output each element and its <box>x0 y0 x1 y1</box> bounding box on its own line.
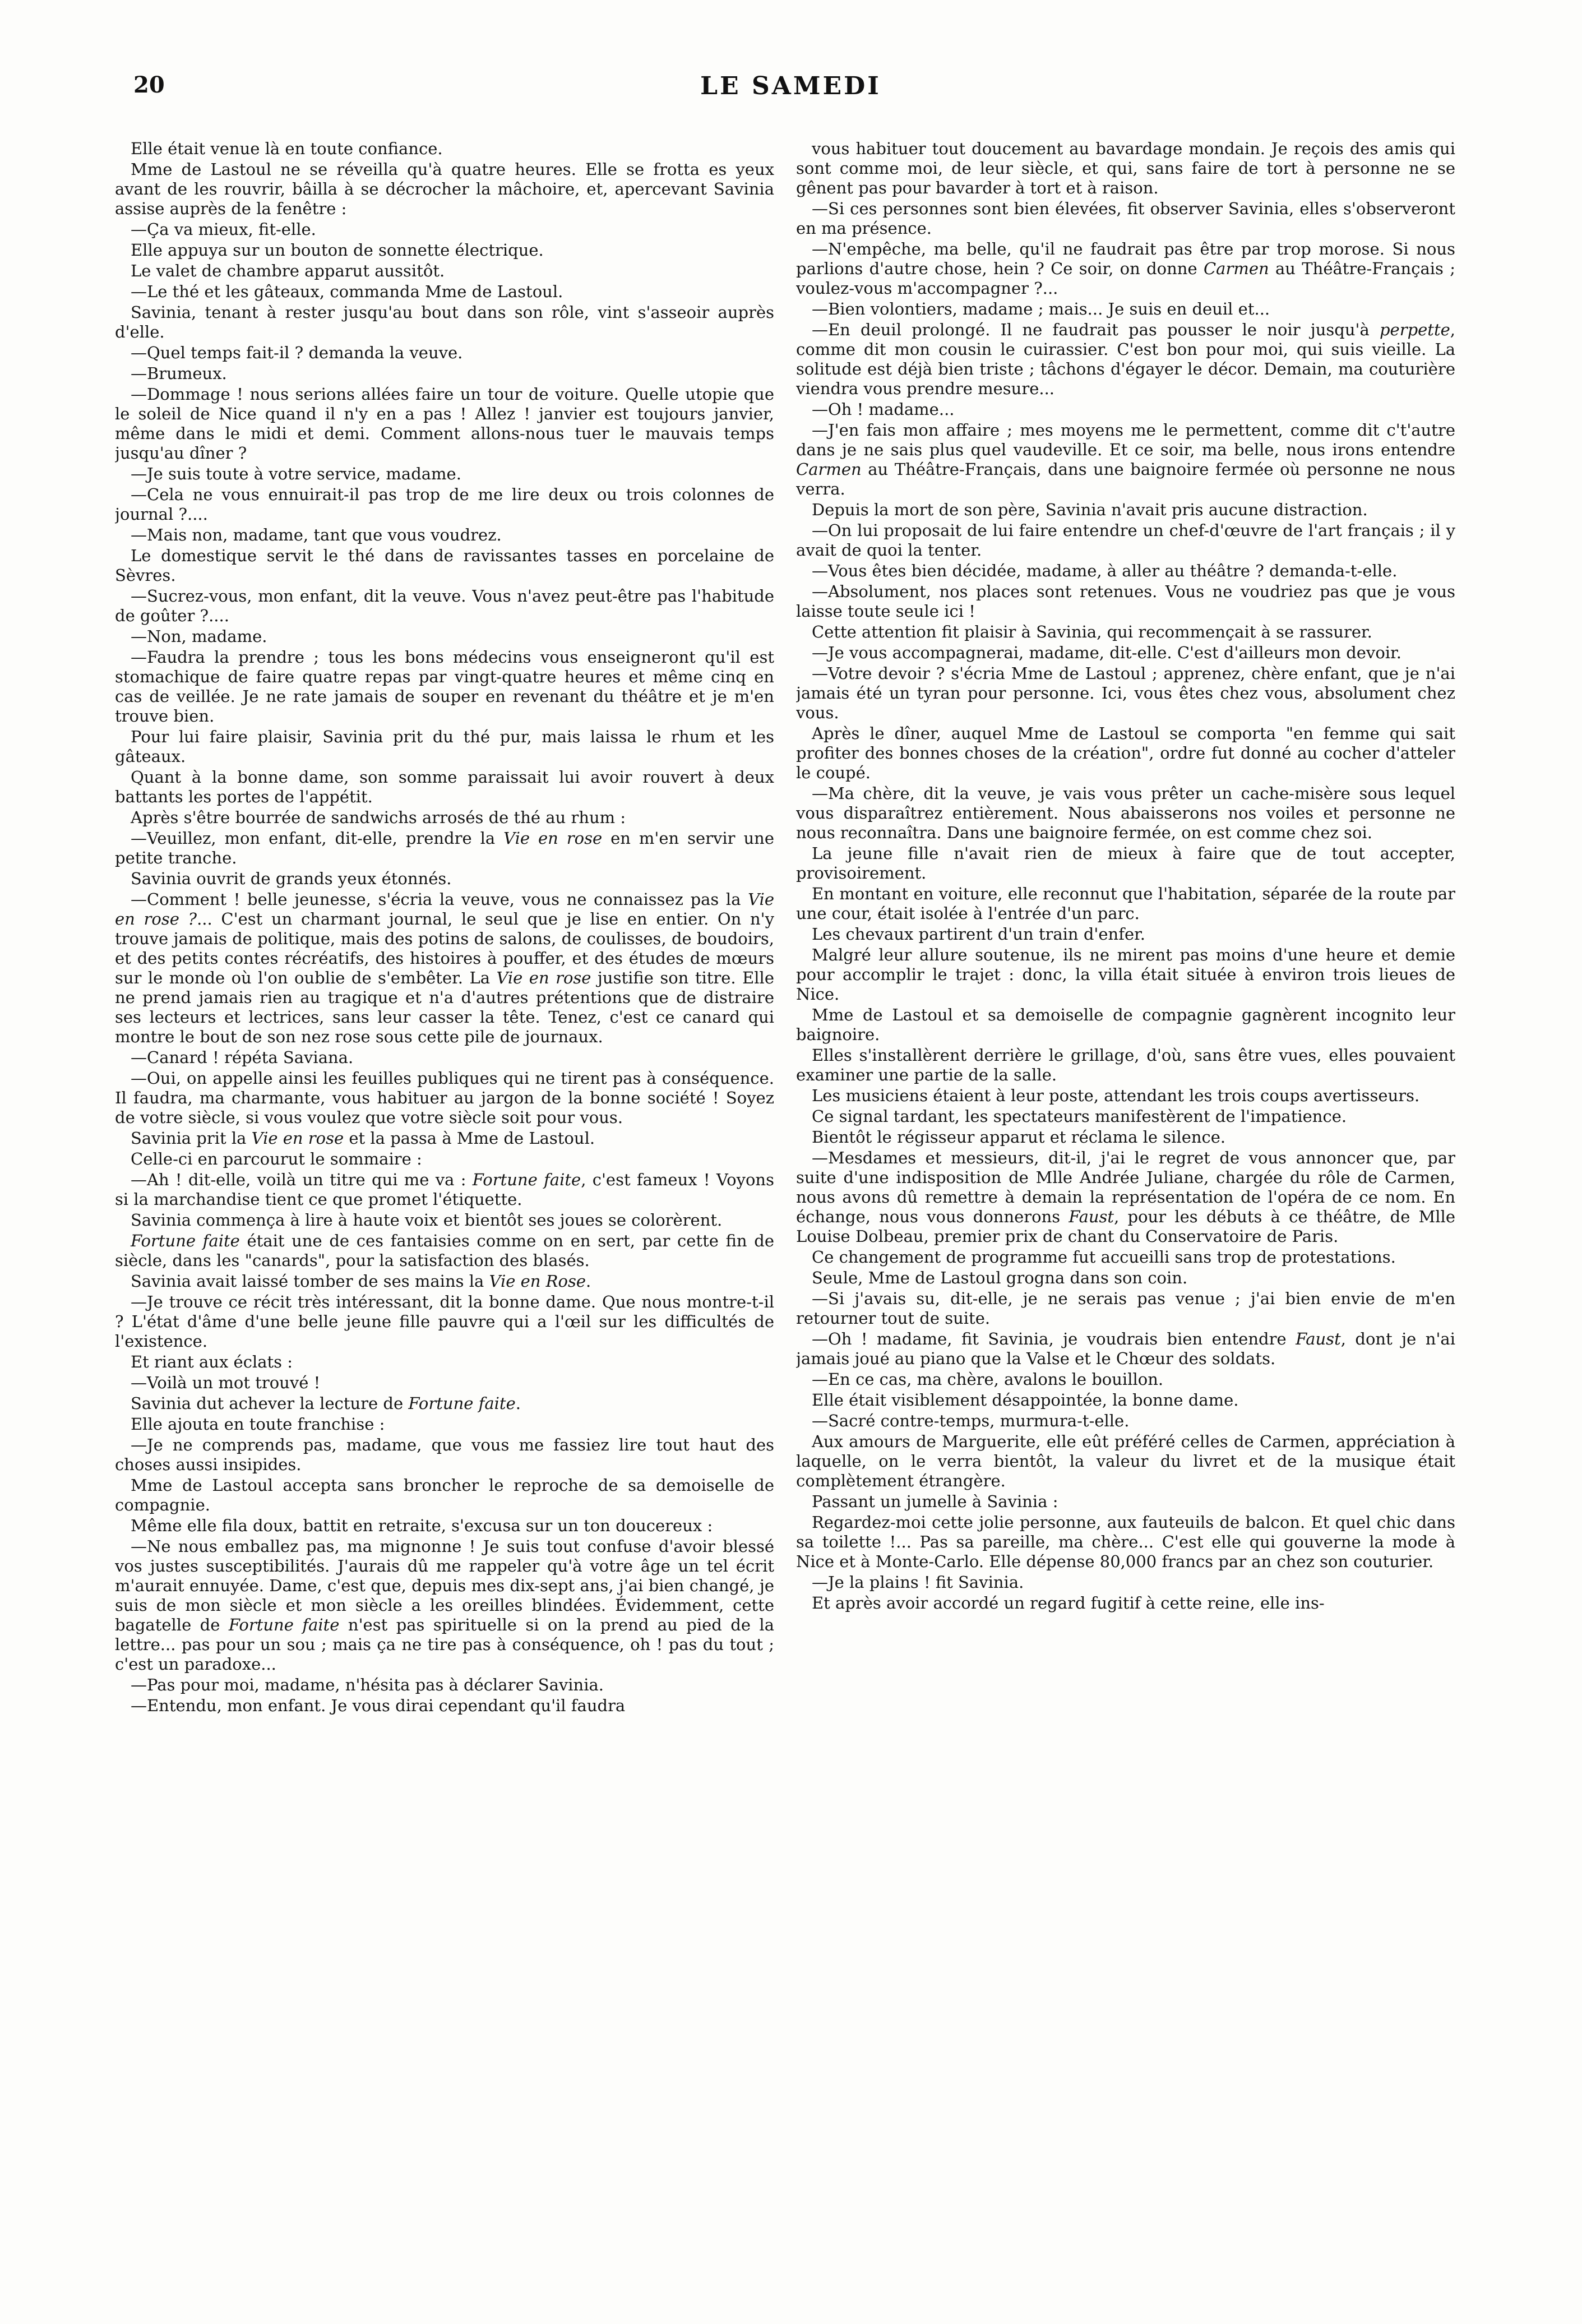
paragraph-text: Celle-ci en parcourut le sommaire : <box>131 1149 422 1168</box>
paragraph-text: —Quel temps fait-il ? demanda la veuve. <box>131 343 463 362</box>
paragraph-text: —Si j'avais su, dit-elle, je ne serais pas venue ; j'ai bien envie de m'en retourner tout de suite. <box>796 1289 1455 1328</box>
paragraph <box>796 1268 1455 1288</box>
paragraph-text: —On lui proposait de lui faire entendre un chef-d'œuvre de l'art français ; il y avait de quoi la tenter. <box>796 521 1455 560</box>
paragraph <box>796 1593 1455 1613</box>
paragraph <box>796 1492 1455 1512</box>
paragraph-text: Et riant aux éclats : <box>131 1352 293 1371</box>
paragraph <box>796 622 1455 642</box>
paragraph-text: Seule, Mme de Lastoul grogna dans son coin. <box>812 1268 1188 1287</box>
paragraph <box>796 1432 1455 1491</box>
paragraph-text: Savinia commença à lire à haute voix et bientôt ses joues se colorèrent. <box>131 1210 723 1230</box>
paragraph <box>115 261 774 281</box>
left-column <box>115 139 774 2303</box>
paragraph-text: —Pas pour moi, madame, n'hésita pas à déclarer Savinia. <box>131 1675 604 1694</box>
paragraph-text: Elle était venue là en toute confiance. <box>131 139 443 158</box>
paragraph <box>115 1129 774 1148</box>
paragraph-text: —Cela ne vous ennuirait-il pas trop de me lire deux ou trois colonnes de journal ?.... <box>115 485 774 524</box>
paragraph <box>115 303 774 342</box>
paragraph <box>115 1537 774 1674</box>
paragraph-text: —Bien volontiers, madame ; mais... Je suis en deuil et... <box>812 299 1270 318</box>
paragraph-text: —Entendu, mon enfant. Je vous dirai cependant qu'il faudra <box>131 1696 626 1715</box>
paragraph-text: —Je la plains ! fit Savinia. <box>812 1573 1024 1592</box>
paragraph-text: Depuis la mort de son père, Savinia n'avait pris aucune distraction. <box>812 500 1368 519</box>
paragraph <box>796 561 1455 581</box>
paragraph-text: —Veuillez, mon enfant, dit-elle, prendre la <box>131 829 504 848</box>
paragraph <box>115 220 774 239</box>
paragraph <box>796 400 1455 419</box>
paragraph <box>115 890 774 1047</box>
paragraph <box>115 648 774 726</box>
paragraph <box>115 1696 774 1716</box>
paragraph-text: —Dommage ! nous serions allées faire un tour de voiture. Quelle utopie que le soleil de Nice quand il n'y en a pas ! Allez ! janvier est toujours janvier, même dans le midi et demi. Comment allons-nous tuer le mauvais temps jusqu'au dîner ? <box>115 385 774 463</box>
paragraph <box>115 808 774 828</box>
paragraph-text: ... C'est un charmant journal, le seul que je lise en entier. On n'y trouve jamais de politique, mais des potins de salons, de coulisses, de boudoirs, et des petits contes récréatifs, des histoires à pouffer, et des études de mœurs sur le monde où l'on oublie de s'embêter. La <box>115 909 774 987</box>
paragraph-text: —En deuil prolongé. Il ne faudrait pas pousser le noir jusqu'à <box>812 320 1380 339</box>
italic-title: Carmen <box>796 460 862 479</box>
paragraph-text: En montant en voiture, elle reconnut que l'habitation, séparée de la route par une cour, était isolée à l'entrée d'un parc. <box>796 884 1455 923</box>
paragraph-text: , dont je n'ai jamais joué au piano que la Valse et le Chœur des soldats. <box>796 1329 1455 1368</box>
paragraph-text: Le valet de chambre apparut aussitôt. <box>131 261 445 280</box>
paragraph <box>796 1370 1455 1389</box>
paragraph <box>115 160 774 219</box>
page-number: 20 <box>133 72 165 98</box>
paragraph <box>796 844 1455 883</box>
paragraph-text: n'est pas spirituelle si on la prend au pied de la lettre... pas pour un sou ; mais ça ne tire pas à conséquence, oh ! pas du tout ; c'est un paradoxe... <box>115 1615 774 1674</box>
paragraph <box>115 139 774 159</box>
paragraph <box>796 1005 1455 1045</box>
paragraph-text: Après s'être bourrée de sandwichs arrosés de thé au rhum : <box>131 808 626 827</box>
paragraph <box>115 1048 774 1068</box>
paragraph-text: —Ça va mieux, fit-elle. <box>131 220 316 239</box>
paragraph-text: —Si ces personnes sont bien élevées, fit observer Savinia, elles s'observeront en ma présence. <box>796 199 1455 238</box>
paragraph <box>796 1390 1455 1410</box>
paragraph-text: était une de ces fantaisies comme on en sert, par cette fin de siècle, dans les "canards", pour la satisfaction des blasés. <box>115 1231 774 1270</box>
paragraph <box>796 1573 1455 1592</box>
italic-title: Fortune faite <box>472 1170 581 1189</box>
paragraph-text: Après le dîner, auquel Mme de Lastoul se comporta "en femme qui sait profiter des bonnes choses de la création", ordre fut donné au cocher d'atteler le coupé. <box>796 724 1455 782</box>
paragraph <box>115 727 774 766</box>
paragraph-text: —Canard ! répéta Saviana. <box>131 1048 354 1067</box>
italic-title: Faust <box>1068 1207 1114 1226</box>
paragraph-text: vous habituer tout doucement au bavardage mondain. Je reçois des amis qui sont comme moi, de leur siècle, et qui, sans faire de tort à personne ne se gênent pas pour bavarder à tort et à raison. <box>796 139 1455 197</box>
paragraph-text: —Faudra la prendre ; tous les bons médecins vous enseigneront qu'il est stomachique de faire quatre repas par vingt-quatre heures et même cinq en cas de veillée. Je ne rate jamais de souper en revenant du théâtre et je m'en trouve bien. <box>115 648 774 726</box>
paragraph-text: —Non, madame. <box>131 627 267 646</box>
paragraph-text: —Absolument, nos places sont retenues. Vous ne voudriez pas que je vous laisse toute seule ici ! <box>796 582 1455 621</box>
paragraph-text: —Je trouve ce récit très intéressant, dit la bonne dame. Que nous montre-t-il ? L'état d'âme d'une belle jeune fille pauvre qui a l'œil sur les difficultés de l'existence. <box>115 1292 774 1351</box>
paragraph-text: Le domestique servit le thé dans de ravissantes tasses en porcelaine de Sèvres. <box>115 546 774 585</box>
paragraph-text: —J'en fais mon affaire ; mes moyens me le permettent, comme dit c't'autre dans je ne sais plus quel vaudeville. Et ce soir, ma belle, nous irons entendre <box>796 421 1455 459</box>
paragraph-text: —Ah ! dit-elle, voilà un titre qui me va : <box>131 1170 473 1189</box>
paragraph-text: Savinia, tenant à rester jusqu'au bout dans son rôle, vint s'asseoir auprès d'elle. <box>115 303 774 341</box>
paragraph <box>115 1069 774 1128</box>
paragraph-text: —En ce cas, ma chère, avalons le bouillon. <box>812 1370 1164 1389</box>
paragraph <box>115 1675 774 1695</box>
paragraph <box>115 1373 774 1393</box>
italic-title: Fortune faite <box>228 1615 340 1634</box>
paragraph <box>796 1248 1455 1267</box>
paragraph-text: —Voilà un mot trouvé ! <box>131 1373 321 1392</box>
paragraph-text: Savinia ouvrit de grands yeux étonnés. <box>131 869 452 888</box>
paragraph <box>115 1352 774 1372</box>
paragraph-text: Elle était visiblement désappointée, la bonne dame. <box>812 1390 1239 1410</box>
paragraph-text: Mme de Lastoul et sa demoiselle de compagnie gagnèrent incognito leur baignoire. <box>796 1005 1455 1044</box>
right-column <box>796 139 1455 2303</box>
paragraph <box>796 1329 1455 1369</box>
italic-title: Fortune faite <box>408 1394 516 1413</box>
paragraph <box>115 1415 774 1434</box>
paragraph <box>796 1289 1455 1328</box>
paragraph-text: —Ma chère, dit la veuve, je vais vous prêter un cache-misère sous lequel vous disparaîtrez entièrement. Nous abaisserons nos voiles et personne ne nous reconnaîtra. Dans une baignoire fermée, on est comme chez soi. <box>796 784 1455 842</box>
paragraph-text: —Mais non, madame, tant que vous voudrez. <box>131 525 502 544</box>
paragraph-text: Quant à la bonne dame, son somme paraissait lui avoir rouvert à deux battants les portes de l'appétit. <box>115 768 774 806</box>
paragraph <box>115 1476 774 1515</box>
paragraph <box>115 1394 774 1413</box>
paragraph-text: , c'est fameux ! Voyons si la marchandise tient ce que promet l'étiquette. <box>115 1170 774 1209</box>
paragraph <box>115 829 774 868</box>
paragraph <box>115 1231 774 1270</box>
paragraph-text: Bientôt le régisseur apparut et réclama le silence. <box>812 1128 1226 1147</box>
paragraph-text: —Brumeux. <box>131 364 227 383</box>
paragraph-text: , comme dit mon cousin le cuirassier. C'est bon pour moi, qui suis vieille. La solitude est déjà bien triste ; tâchons d'égayer le décor. Demain, ma couturière viendra vous prendre mesure... <box>796 320 1455 398</box>
paragraph-text: Savinia avait laissé tomber de ses mains la <box>131 1272 489 1291</box>
paragraph <box>796 1128 1455 1147</box>
italic-title: Vie en rose ? <box>115 890 774 928</box>
paragraph <box>115 768 774 807</box>
paragraph <box>115 1149 774 1169</box>
paragraph <box>796 582 1455 621</box>
paragraph <box>796 724 1455 783</box>
paragraph-text: —Comment ! belle jeunesse, s'écria la veuve, vous ne connaissez pas la <box>131 890 748 909</box>
paragraph <box>115 1292 774 1351</box>
running-title: LE SAMEDI <box>700 72 881 100</box>
paragraph <box>115 1170 774 1209</box>
paragraph-text: Et après avoir accordé un regard fugitif à cette reine, elle ins- <box>812 1593 1325 1613</box>
paragraph <box>115 1435 774 1475</box>
paragraph-text: Les musiciens étaient à leur poste, attendant les trois coups avertisseurs. <box>812 1086 1420 1105</box>
italic-title: Fortune faite <box>131 1231 240 1250</box>
paragraph-text: Regardez-moi cette jolie personne, aux fauteuils de balcon. Et quel chic dans sa toilette !... Pas sa pareille, ma chère... C'est elle qui gouverne la mode à Nice et à Monte-Carlo. Elle dépense 80,000 francs par an chez son couturier. <box>796 1513 1455 1571</box>
paragraph <box>796 1046 1455 1085</box>
paragraph-text: —Vous êtes bien décidée, madame, à aller au théâtre ? demanda-t-elle. <box>812 561 1398 580</box>
paragraph <box>115 586 774 626</box>
paragraph-text: Aux amours de Marguerite, elle eût préféré celles de Carmen, appréciation à laquelle, on le verra bientôt, la valeur du livret et de la musique était complètement étrangère. <box>796 1432 1455 1490</box>
page-header <box>133 72 1448 117</box>
paragraph <box>115 364 774 384</box>
paragraph-text: —Je suis toute à votre service, madame. <box>131 464 461 483</box>
paragraph <box>796 643 1455 663</box>
paragraph-text: —Oh ! madame, fit Savinia, je voudrais bien entendre <box>812 1329 1296 1348</box>
paragraph-text: . <box>515 1394 521 1413</box>
paragraph-text: Les chevaux partirent d'un train d'enfer. <box>812 925 1145 944</box>
paragraph <box>796 199 1455 238</box>
paragraph-text: —Oh ! madame... <box>812 400 955 419</box>
paragraph <box>796 239 1455 298</box>
paragraph <box>796 320 1455 399</box>
paragraph-text: Elles s'installèrent derrière le grillage, d'où, sans être vues, elles pouvaient examiner une partie de la salle. <box>796 1046 1455 1084</box>
paragraph-text: Passant un jumelle à Savinia : <box>812 1492 1058 1511</box>
paragraph <box>796 925 1455 944</box>
paragraph-text: . <box>586 1272 591 1291</box>
paragraph-text: —Ne nous emballez pas, ma mignonne ! Je suis tout confuse d'avoir blessé vos justes susceptibilités. J'aurais dû me rappeler qu'à votre âge un tel écrit m'aurait ennuyée. Dame, c'est que, depuis mes dix-sept ans, j'ai bien changé, je suis de mon siècle et mon siècle a les oreilles blindées. Évidemment, cette bagatelle de <box>115 1537 774 1634</box>
paragraph-text: —Sacré contre-temps, murmura-t-elle. <box>812 1411 1130 1430</box>
paragraph <box>796 1513 1455 1572</box>
paragraph <box>796 945 1455 1004</box>
italic-title: Vie en rose <box>503 829 603 848</box>
italic-title: perpette <box>1379 320 1450 339</box>
paragraph-text: La jeune fille n'avait rien de mieux à faire que de tout accepter, provisoirement. <box>796 844 1455 883</box>
paragraph-text: Savinia dut achever la lecture de <box>131 1394 409 1413</box>
paragraph-text: —N'empêche, ma belle, qu'il ne faudrait pas être par trop morose. Si nous parlions d'autre chose, hein ? Ce soir, on donne <box>796 239 1455 278</box>
paragraph <box>115 1210 774 1230</box>
paragraph <box>796 664 1455 723</box>
paragraph <box>115 525 774 545</box>
paragraph <box>115 485 774 524</box>
italic-title: Vie en rose <box>251 1129 344 1148</box>
paragraph-text: —Oui, on appelle ainsi les feuilles publiques qui ne tirent pas à conséquence. Il faudra, ma charmante, vous habituer au jargon de la bonne société ! Soyez de votre siècle, si vous voulez que votre siècle soit pour vous. <box>115 1069 774 1127</box>
paragraph <box>796 521 1455 560</box>
paragraph <box>796 139 1455 198</box>
italic-title: Vie en rose <box>496 968 591 987</box>
paragraph-text: Cette attention fit plaisir à Savinia, qui recommençait à se rassurer. <box>812 622 1372 641</box>
paragraph-text: Malgré leur allure soutenue, ils ne mirent pas moins d'une heure et demie pour accomplir le trajet : donc, la villa était située à environ trois lieues de Nice. <box>796 945 1455 1004</box>
paragraph <box>796 299 1455 319</box>
paragraph <box>796 884 1455 923</box>
paragraph-text: , pour les débuts à ce théâtre, de Mlle Louise Dolbeau, premier prix de chant du Conservatoire de Paris. <box>796 1207 1455 1246</box>
italic-title: Faust <box>1296 1329 1341 1348</box>
paragraph <box>115 1516 774 1536</box>
paragraph <box>796 500 1455 520</box>
paragraph-text: au Théâtre-Français ; voulez-vous m'accompagner ?... <box>796 259 1455 298</box>
paragraph-text: —Sucrez-vous, mon enfant, dit la veuve. Vous n'avez peut-être pas l'habitude de goûter ?.... <box>115 586 774 625</box>
paragraph-text: Mme de Lastoul accepta sans broncher le reproche de sa demoiselle de compagnie. <box>115 1476 774 1514</box>
paragraph-text: Mme de Lastoul ne se réveilla qu'à quatre heures. Elle se frotta es yeux avant de les rouvrir, bâilla à se décrocher la mâchoire, et, apercevant Savinia assise auprès de la fenêtre : <box>115 160 774 218</box>
paragraph-text: et la passa à Mme de Lastoul. <box>344 1129 595 1148</box>
paragraph-text: Pour lui faire plaisir, Savinia prit du thé pur, mais laissa le rhum et les gâteaux. <box>115 727 774 766</box>
paragraph <box>796 1411 1455 1431</box>
paragraph <box>796 1086 1455 1106</box>
paragraph-text: Ce signal tardant, les spectateurs manifestèrent de l'impatience. <box>812 1107 1347 1126</box>
italic-title: Carmen <box>1203 259 1269 278</box>
paragraph <box>115 627 774 646</box>
paragraph <box>115 464 774 484</box>
paragraph-text: justifie son titre. Elle ne prend jamais rien au tragique et n'a d'autres prétentions que de distraire ses lecteurs et lectrices, sans leur casser la tête. Tenez, c'est ce canard qui montre le bout de son nez rose sous cette pile de journaux. <box>115 968 774 1046</box>
paragraph <box>115 282 774 302</box>
paragraph-text: —Le thé et les gâteaux, commanda Mme de Lastoul. <box>131 282 563 301</box>
paragraph-text: au Théâtre-Français, dans une baignoire fermée où personne ne nous verra. <box>796 460 1455 498</box>
paragraph <box>115 869 774 889</box>
italic-title: Vie en Rose <box>489 1272 586 1291</box>
paragraph-text: —Mesdames et messieurs, dit-il, j'ai le regret de vous annoncer que, par suite d'une indisposition de Mlle Andrée Juliane, chargée du rôle de Carmen, nous avons dû remettre à demain la représentation de l'opéra de ce nom. En échange, nous vous donnerons <box>796 1148 1455 1226</box>
paragraph <box>796 1148 1455 1246</box>
paragraph-text: Savinia prit la <box>131 1129 252 1148</box>
paragraph <box>115 343 774 363</box>
paragraph <box>796 784 1455 843</box>
paragraph <box>115 385 774 463</box>
paragraph <box>115 1272 774 1291</box>
paragraph-text: Ce changement de programme fut accueilli sans trop de protestations. <box>812 1248 1396 1267</box>
paragraph <box>115 546 774 585</box>
paragraph <box>115 241 774 260</box>
paragraph <box>796 1107 1455 1126</box>
paragraph-text: en m'en servir une petite tranche. <box>115 829 774 867</box>
paragraph-text: —Je ne comprends pas, madame, que vous me fassiez lire tout haut des choses aussi insipides. <box>115 1435 774 1474</box>
paragraph-text: Elle ajouta en toute franchise : <box>131 1415 385 1434</box>
paragraph <box>796 421 1455 499</box>
paragraph-text: —Votre devoir ? s'écria Mme de Lastoul ; apprenez, chère enfant, que je n'ai jamais été un tyran pour personne. Ici, vous êtes chez vous, absolument chez vous. <box>796 664 1455 722</box>
paragraph-text: Même elle fila doux, battit en retraite, s'excusa sur un ton doucereux : <box>131 1516 713 1535</box>
paragraph-text: —Je vous accompagnerai, madame, dit-elle. C'est d'ailleurs mon devoir. <box>812 643 1401 662</box>
paragraph-text: Elle appuya sur un bouton de sonnette électrique. <box>131 241 544 260</box>
